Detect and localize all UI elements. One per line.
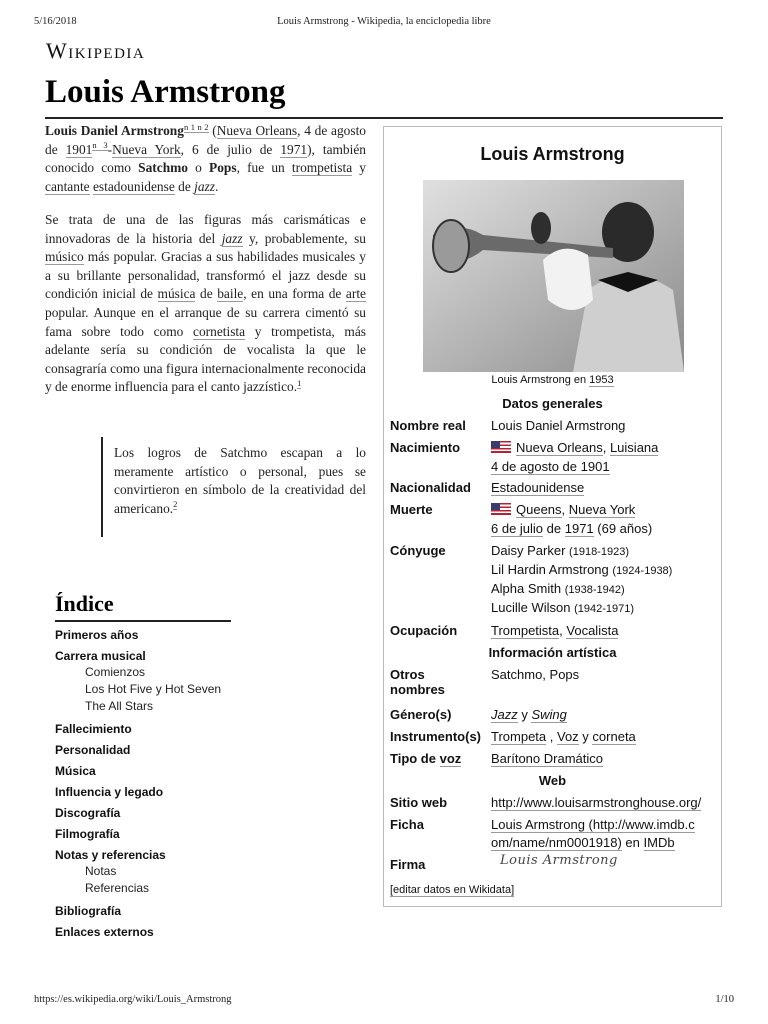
link-estadounidense[interactable]: estadounidense [92, 178, 175, 194]
section-web: Web [538, 773, 567, 788]
note-ref-1-2[interactable]: n 1 n 2 [183, 121, 209, 132]
toc-heading: Índice [55, 591, 114, 616]
label-sitio-web: Sitio web [390, 795, 448, 810]
title-divider [45, 117, 723, 119]
toc-item[interactable]: Fallecimiento [55, 722, 132, 736]
link-trompeta[interactable]: Trompeta [491, 729, 547, 744]
note-ref-3[interactable]: n 3 [92, 140, 108, 151]
link-cornetista[interactable]: cornetista [193, 323, 246, 339]
link-baile[interactable]: baile [217, 286, 244, 302]
link-nueva-orleans[interactable]: Nueva Orleans [216, 123, 298, 138]
link-1971-ib[interactable]: 1971 [564, 521, 594, 536]
print-page-number: 1/10 [715, 994, 734, 1005]
link-nueva-york-ib[interactable]: Nueva York [568, 502, 636, 517]
link-trompetista-ib[interactable]: Trompetista [491, 623, 560, 638]
value-ficha-line2: om/name/nm0001918) en IMDb [491, 835, 675, 850]
link-arte[interactable]: arte [345, 286, 366, 302]
toc-divider [55, 620, 231, 622]
toc-subitem[interactable]: Referencias [85, 881, 150, 895]
value-tipo-de-voz[interactable]: Barítono Dramático [491, 751, 603, 766]
value-nacionalidad[interactable]: Estadounidense [491, 480, 585, 495]
print-url[interactable]: https://es.wikipedia.org/wiki/Louis_Armstrong [34, 994, 232, 1005]
value-genero: Jazz y Swing [491, 707, 567, 722]
link-imdb-url[interactable]: om/name/nm0001918) [491, 835, 622, 850]
us-flag-icon [491, 503, 511, 515]
toc-item[interactable]: Carrera musical [55, 649, 146, 663]
link-corneta[interactable]: corneta [592, 729, 636, 744]
photo-caption: Louis Armstrong en 1953 [491, 374, 614, 386]
link-jazz-2[interactable]: jazz [221, 230, 243, 246]
spouse-item: Alpha Smith (1938-1942) [491, 581, 625, 596]
link-swing[interactable]: Swing [531, 707, 567, 722]
link-vocalista[interactable]: Vocalista [566, 623, 619, 638]
link-jazz-ib[interactable]: Jazz [491, 707, 518, 722]
quote-bar [101, 437, 103, 537]
label-otros-nombres: Otros nombres [390, 667, 445, 697]
link-cantante[interactable]: cantante [45, 178, 90, 194]
spouse-item: Lucille Wilson (1942-1971) [491, 600, 635, 615]
toc-item[interactable]: Primeros años [55, 628, 139, 642]
note-ref-1[interactable]: 1 [297, 377, 302, 388]
value-otros-nombres: Satchmo, Pops [491, 667, 580, 682]
toc-subitem[interactable]: Notas [85, 864, 117, 878]
spouse-item: Daisy Parker (1918-1923) [491, 543, 629, 558]
label-muerte: Muerte [390, 502, 433, 517]
toc-item[interactable]: Notas y referencias [55, 848, 166, 862]
label-instrumentos: Instrumento(s) [390, 729, 481, 744]
print-tab-title: Louis Armstrong - Wikipedia, la enciclopedia libre [277, 16, 491, 27]
subject-name: Louis Daniel Armstrong [45, 123, 184, 138]
us-flag-icon [491, 441, 511, 453]
toc-subitem[interactable]: Comienzos [85, 665, 146, 679]
quote: Los logros de Satchmo escapan a lo meramente artístico o personal, pues se convirtieron en símbolo de la creatividad del americano.$^2$ [114, 445, 366, 516]
value-instrumentos: Trompeta , Voz y corneta [491, 729, 636, 744]
edit-wikidata-link[interactable]: [editar datos en Wikidata] [390, 884, 515, 896]
link-1901[interactable]: 1901 [65, 141, 93, 157]
label-conyuge: Cónyuge [390, 543, 446, 558]
link-nueva-orleans-ib[interactable]: Nueva Orleans [516, 440, 603, 455]
link-jazz[interactable]: jazz [194, 178, 215, 194]
toc-item[interactable]: Bibliografía [55, 904, 122, 918]
link-voz-label[interactable]: voz [439, 751, 462, 766]
signature-image: Louis Armstrong [500, 853, 618, 868]
link-1953[interactable]: 1953 [589, 374, 614, 386]
link-luisiana[interactable]: Luisiana [609, 440, 659, 455]
note-ref-2[interactable]: 2 [173, 499, 178, 510]
value-sitio-web[interactable]: http://www.louisarmstronghouse.org/ [491, 795, 702, 810]
value-nombre-real: Louis Daniel Armstrong [491, 418, 626, 433]
toc-item[interactable]: Música [55, 764, 96, 778]
link-nueva-york[interactable]: Nueva York [112, 141, 181, 157]
toc-item[interactable]: Personalidad [55, 743, 131, 757]
link-1971[interactable]: 1971 [280, 141, 308, 157]
label-tipo-de-voz: Tipo de voz [390, 751, 462, 766]
link-imdb[interactable]: IMDb [643, 835, 675, 850]
section-informacion-artistica: Información artística [488, 645, 617, 660]
label-ficha: Ficha [390, 817, 424, 832]
link-trompetista[interactable]: trompetista [291, 160, 353, 176]
label-nombre-real: Nombre real [390, 418, 466, 433]
portrait-photo[interactable] [423, 180, 684, 372]
link-musico[interactable]: músico [45, 249, 84, 265]
value-nacimiento-place: Nueva Orleans, Luisiana [491, 440, 658, 455]
value-muerte-date: 6 de julio de 1971 (69 años) [491, 521, 653, 536]
intro-paragraph: Louis Daniel Armstrong$^{n 1 n 2}$ (Nueva Orleans, 4 de agosto de $1901^{n 3}$-Nueva York, 6 de julio de 1971), también conocido como Satchmo o Pops, fue un trompetista y cantante estadounidense de jazz. [45, 121, 367, 194]
toc-subitem[interactable]: The All Stars [85, 699, 154, 713]
link-voz[interactable]: Voz [557, 729, 579, 744]
link-musica[interactable]: música [157, 286, 196, 302]
label-ocupacion: Ocupación [390, 623, 458, 638]
value-ocupacion: Trompetista, Vocalista [491, 623, 619, 638]
label-nacionalidad: Nacionalidad [390, 480, 471, 495]
print-date: 5/16/2018 [34, 16, 77, 27]
label-nacimiento: Nacimiento [390, 440, 461, 455]
page-title: Louis Armstrong [45, 74, 286, 110]
label-genero: Género(s) [390, 707, 452, 722]
wikipedia-wordmark[interactable]: Wikipedia [46, 38, 146, 63]
value-nacimiento-date[interactable]: 4 de agosto de 1901 [491, 459, 610, 474]
link-queens[interactable]: Queens [516, 502, 562, 517]
body-paragraph: Se trata de una de las figuras más carismáticas e innovadoras de la historia del jazz y, probablemente, su músico más popular. Gracias a sus habilidades musicales y a su brillante personalidad, transformó el jazz desde su condición inicial de música de baile, en una forma de arte popular. Aunque en el arranque de su carrera cimentó su fama sobre todo como cornetista y trompetista, más adelante sería su condición de vocalista la que le consagraría como una figura internacionalmente reconocida y de enorme influencia para el canto jazzístico.$^1$ [45, 212, 367, 395]
toc-item[interactable]: Influencia y legado [55, 785, 164, 799]
infobox-title: Louis Armstrong [480, 144, 625, 164]
spouse-item: Lil Hardin Armstrong (1924-1938) [491, 562, 673, 577]
toc-item[interactable]: Filmografía [55, 827, 120, 841]
toc-item[interactable]: Enlaces externos [55, 925, 154, 939]
section-datos-generales: Datos generales [502, 396, 603, 411]
toc-subitem[interactable]: Los Hot Five y Hot Seven [85, 682, 222, 696]
value-muerte-place: Queens, Nueva York [491, 502, 635, 517]
label-firma: Firma [390, 857, 426, 872]
value-ficha-line1[interactable]: Louis Armstrong (http://www.imdb.c [491, 817, 695, 832]
link-6-julio[interactable]: 6 de julio [491, 521, 544, 536]
toc-item[interactable]: Discografía [55, 806, 121, 820]
